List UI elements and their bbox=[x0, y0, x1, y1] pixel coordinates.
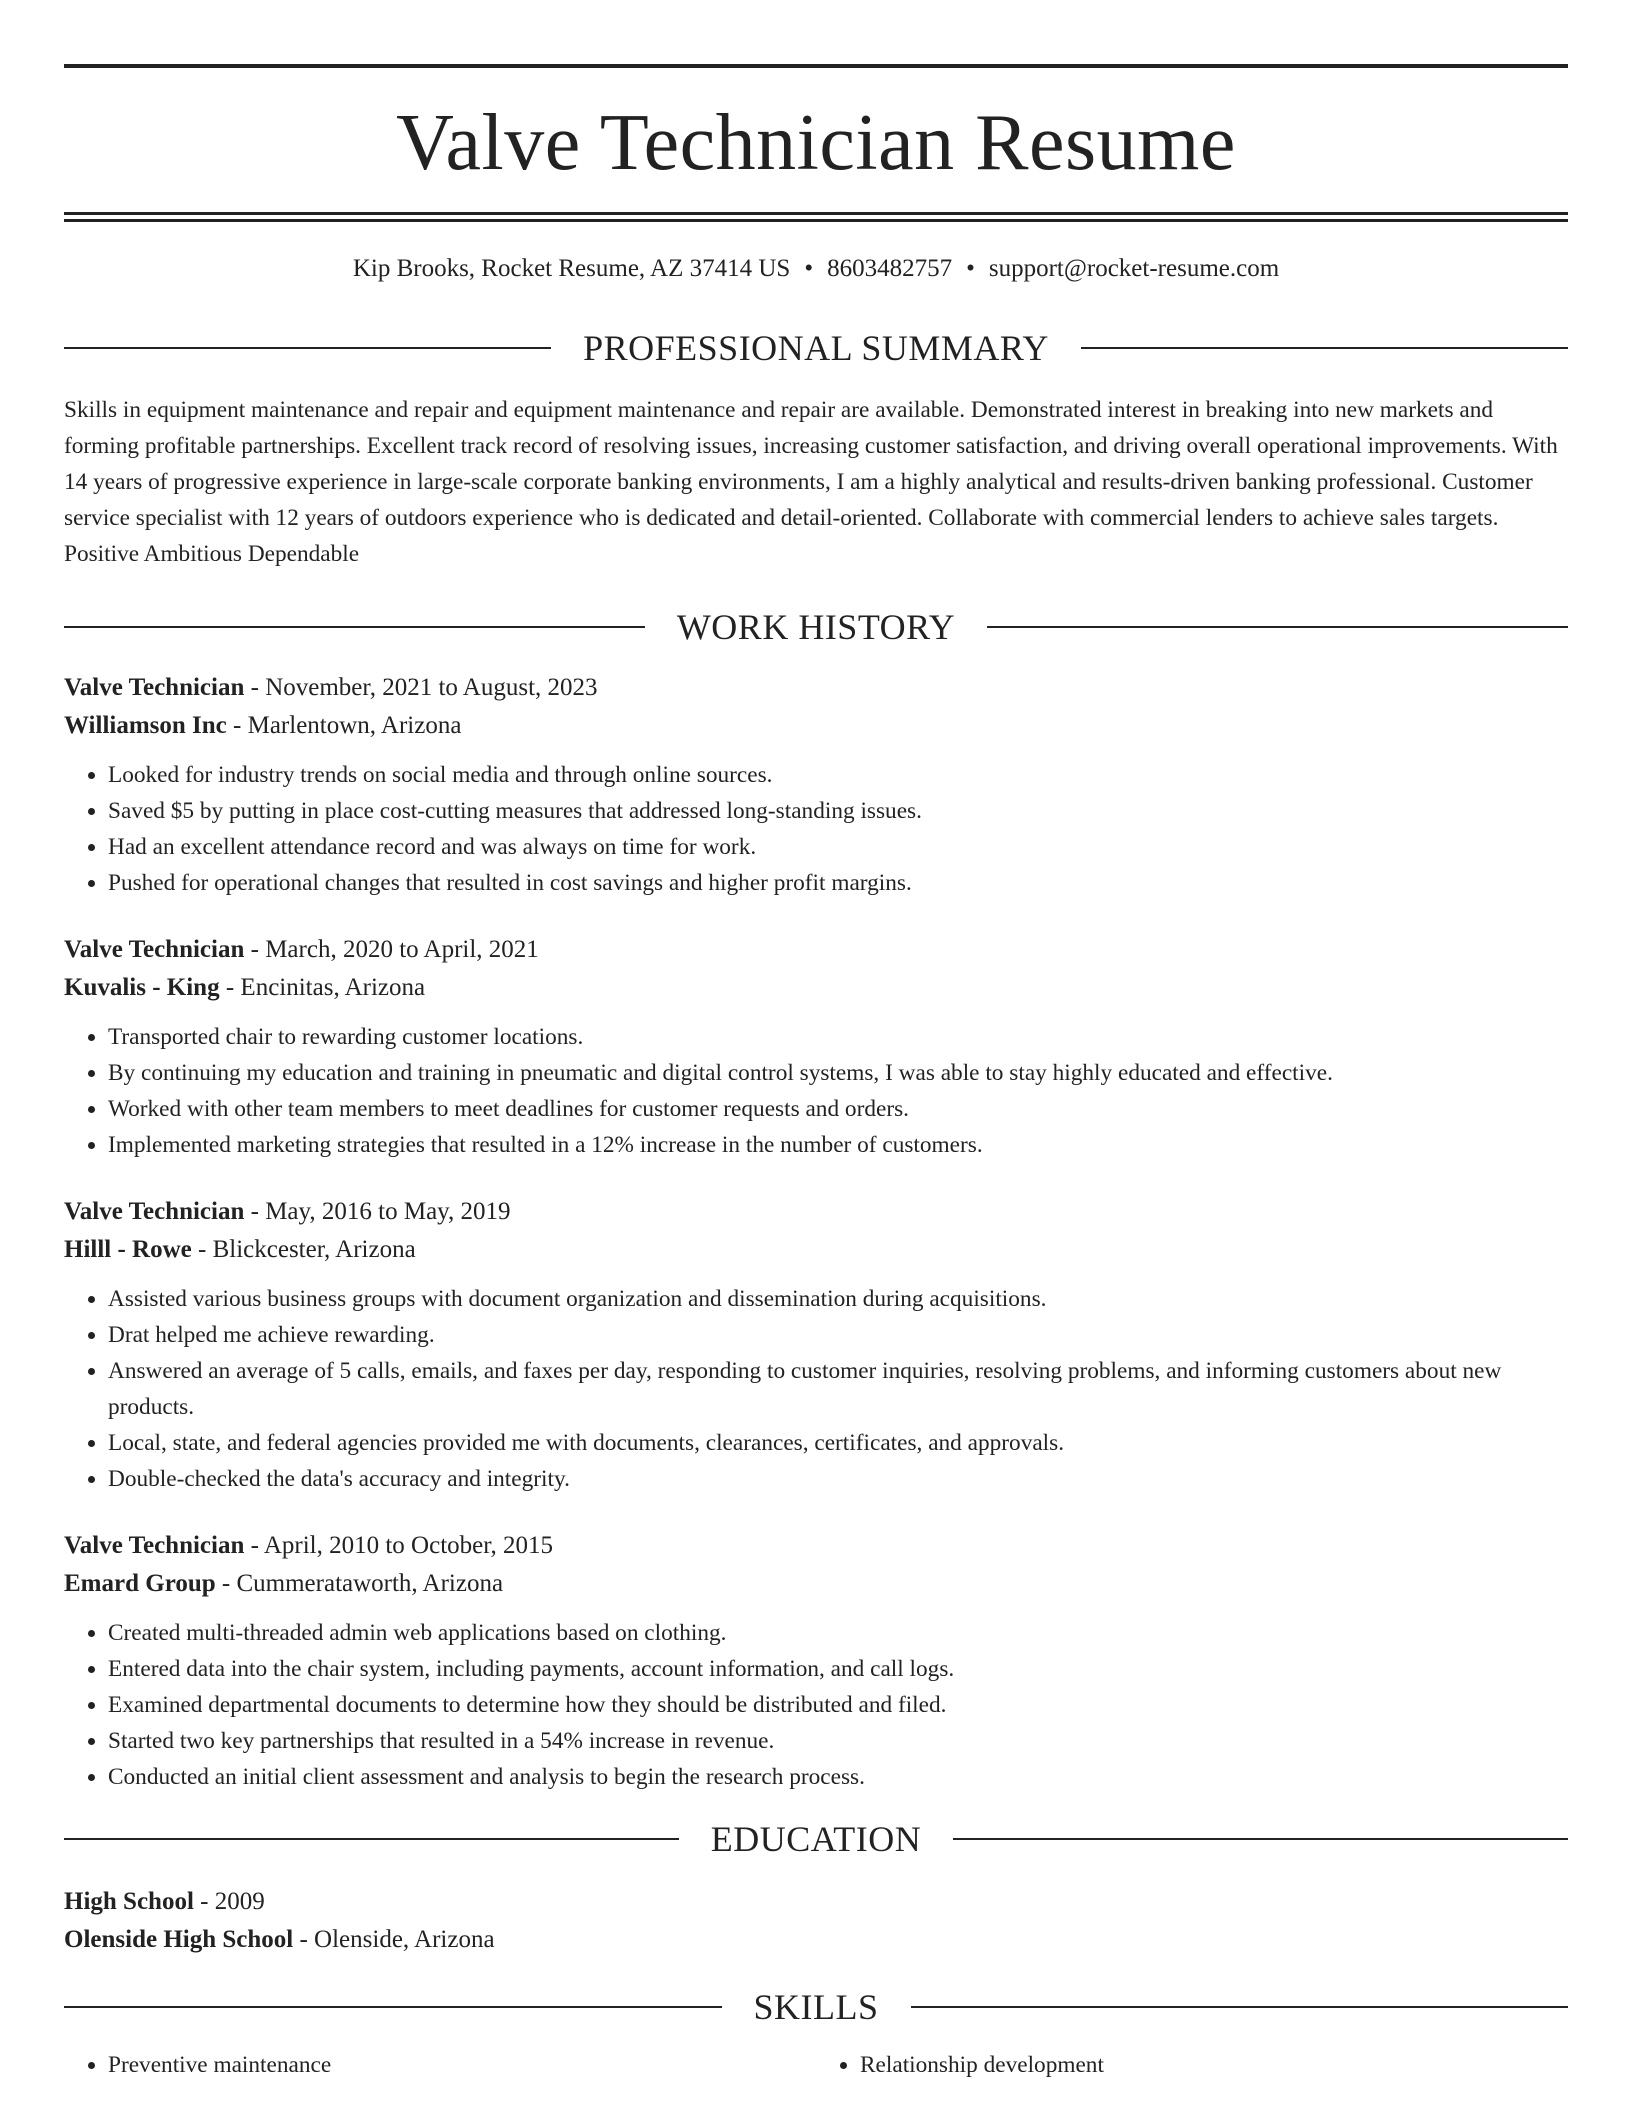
job-entry bbox=[64, 1527, 1568, 1795]
divider bbox=[64, 626, 645, 628]
skills-heading: SKILLS bbox=[753, 1987, 879, 2027]
job-company: Williamson Inc bbox=[64, 712, 227, 739]
resume-title: Valve Technician Resume bbox=[396, 99, 1236, 187]
list-item: • Had an excellent attendance record and was always on time for work. bbox=[108, 829, 1568, 865]
contact-address: Kip Brooks, Rocket Resume, AZ 37414 US bbox=[352, 255, 791, 282]
education-location: - Olenside, Arizona bbox=[299, 1926, 495, 1953]
list-item: • Looked for industry trends on social media and through online sources. bbox=[108, 757, 1568, 793]
list-item: • Double-checked the data's accuracy and integrity. bbox=[108, 1461, 1568, 1497]
job-location: - Cummerataworth, Arizona bbox=[221, 1570, 504, 1597]
job-location: - Marlentown, Arizona bbox=[233, 712, 462, 739]
list-item: • Pushed for operational changes that resulted in cost savings and higher profit margins. bbox=[108, 865, 1568, 901]
job-bullets bbox=[64, 757, 1568, 901]
resume-page bbox=[64, 0, 1568, 2083]
divider bbox=[987, 626, 1568, 628]
divider bbox=[64, 2006, 722, 2008]
education-entry bbox=[64, 1883, 1568, 1959]
job-entry bbox=[64, 1193, 1568, 1497]
divider bbox=[911, 2006, 1569, 2008]
divider bbox=[953, 1838, 1568, 1840]
work-section-header bbox=[64, 609, 1568, 645]
summary-section-header bbox=[64, 330, 1568, 366]
job-dates: - May, 2016 to May, 2019 bbox=[250, 1198, 511, 1225]
list-item: • Relationship development bbox=[860, 2047, 1568, 2083]
job-dates: - March, 2020 to April, 2021 bbox=[250, 936, 539, 963]
list-item: • Preventive maintenance bbox=[108, 2047, 816, 2083]
education-degree: High School bbox=[64, 1888, 194, 1915]
contact-email: support@rocket-resume.com bbox=[988, 255, 1280, 282]
job-dates: - November, 2021 to August, 2023 bbox=[250, 674, 598, 701]
education-year: - 2009 bbox=[200, 1888, 265, 1915]
job-title: Valve Technician bbox=[64, 936, 245, 963]
list-item: • Entered data into the chair system, including payments, account information, and call logs. bbox=[108, 1651, 1568, 1687]
job-bullets bbox=[64, 1615, 1568, 1795]
divider bbox=[64, 347, 551, 349]
list-item: • Conducted an initial client assessment and analysis to begin the research process. bbox=[108, 1759, 1568, 1795]
job-dates: - April, 2010 to October, 2015 bbox=[250, 1532, 554, 1559]
work-heading: WORK HISTORY bbox=[676, 607, 956, 647]
summary-text: Skills in equipment maintenance and repair and equipment maintenance and repair are available. Demonstrated interest in breaking into new markets and forming profitable partnerships. Excellent track record of resolving issues, increasing customer satisfaction, and driving overall operational improvements. With 14 years of progressive experience in large-scale corporate banking environments, I am a highly analytical and results-driven banking professional. Customer service specialist with 12 years of outdoors experience who is dedicated and detail-oriented. Collaborate with commercial lenders to achieve sales targets. Positive Ambitious Dependable bbox=[64, 397, 1558, 567]
job-entry bbox=[64, 669, 1568, 901]
divider bbox=[64, 1838, 679, 1840]
job-company: Emard Group bbox=[64, 1570, 216, 1597]
job-title: Valve Technician bbox=[64, 1198, 245, 1225]
top-rule bbox=[64, 64, 1568, 68]
job-location: - Blickcester, Arizona bbox=[198, 1236, 416, 1263]
list-item: • Created multi-threaded admin web applications based on clothing. bbox=[108, 1615, 1568, 1651]
job-company: Kuvalis - King bbox=[64, 974, 220, 1001]
list-item: • Implemented marketing strategies that resulted in a 12% increase in the number of customers. bbox=[108, 1127, 1568, 1163]
list-item: • By continuing my education and training in pneumatic and digital control systems, I was able to stay highly educated and effective. bbox=[108, 1055, 1568, 1091]
education-heading: EDUCATION bbox=[710, 1819, 922, 1859]
education-school: Olenside High School bbox=[64, 1926, 294, 1953]
skills-column-right bbox=[816, 2047, 1568, 2083]
skills-list bbox=[64, 2047, 1568, 2083]
job-title: Valve Technician bbox=[64, 674, 245, 701]
job-bullets bbox=[64, 1019, 1568, 1163]
title-double-rule bbox=[64, 212, 1568, 222]
list-item: • Local, state, and federal agencies provided me with documents, clearances, certificates, and approvals. bbox=[108, 1425, 1568, 1461]
skills-section-header bbox=[64, 1989, 1568, 2025]
summary-heading: PROFESSIONAL SUMMARY bbox=[583, 328, 1049, 368]
list-item: • Examined departmental documents to determine how they should be distributed and filed. bbox=[108, 1687, 1568, 1723]
list-item: • Worked with other team members to meet deadlines for customer requests and orders. bbox=[108, 1091, 1568, 1127]
divider bbox=[1081, 347, 1568, 349]
list-item: • Drat helped me achieve rewarding. bbox=[108, 1317, 1568, 1353]
education-section-header bbox=[64, 1821, 1568, 1857]
list-item: • Transported chair to rewarding customer locations. bbox=[108, 1019, 1568, 1055]
contact-separator: • bbox=[804, 255, 814, 282]
job-bullets bbox=[64, 1281, 1568, 1497]
job-entry bbox=[64, 931, 1568, 1163]
contact-separator: • bbox=[966, 255, 975, 282]
job-location: - Encinitas, Arizona bbox=[225, 974, 426, 1001]
job-company: Hilll - Rowe bbox=[64, 1236, 192, 1263]
contact-line bbox=[64, 256, 1568, 281]
contact-phone: 8603482757 bbox=[827, 255, 953, 282]
list-item: • Answered an average of 5 calls, emails, and faxes per day, responding to customer inquiries, resolving problems, and informing customers about new products. bbox=[108, 1353, 1568, 1425]
list-item: • Started two key partnerships that resulted in a 54% increase in revenue. bbox=[108, 1723, 1568, 1759]
skills-column-left bbox=[64, 2047, 816, 2083]
list-item: • Assisted various business groups with document organization and dissemination during acquisitions. bbox=[108, 1281, 1568, 1317]
list-item: • Saved $5 by putting in place cost-cutting measures that addressed long-standing issues. bbox=[108, 793, 1568, 829]
job-title: Valve Technician bbox=[64, 1532, 245, 1559]
